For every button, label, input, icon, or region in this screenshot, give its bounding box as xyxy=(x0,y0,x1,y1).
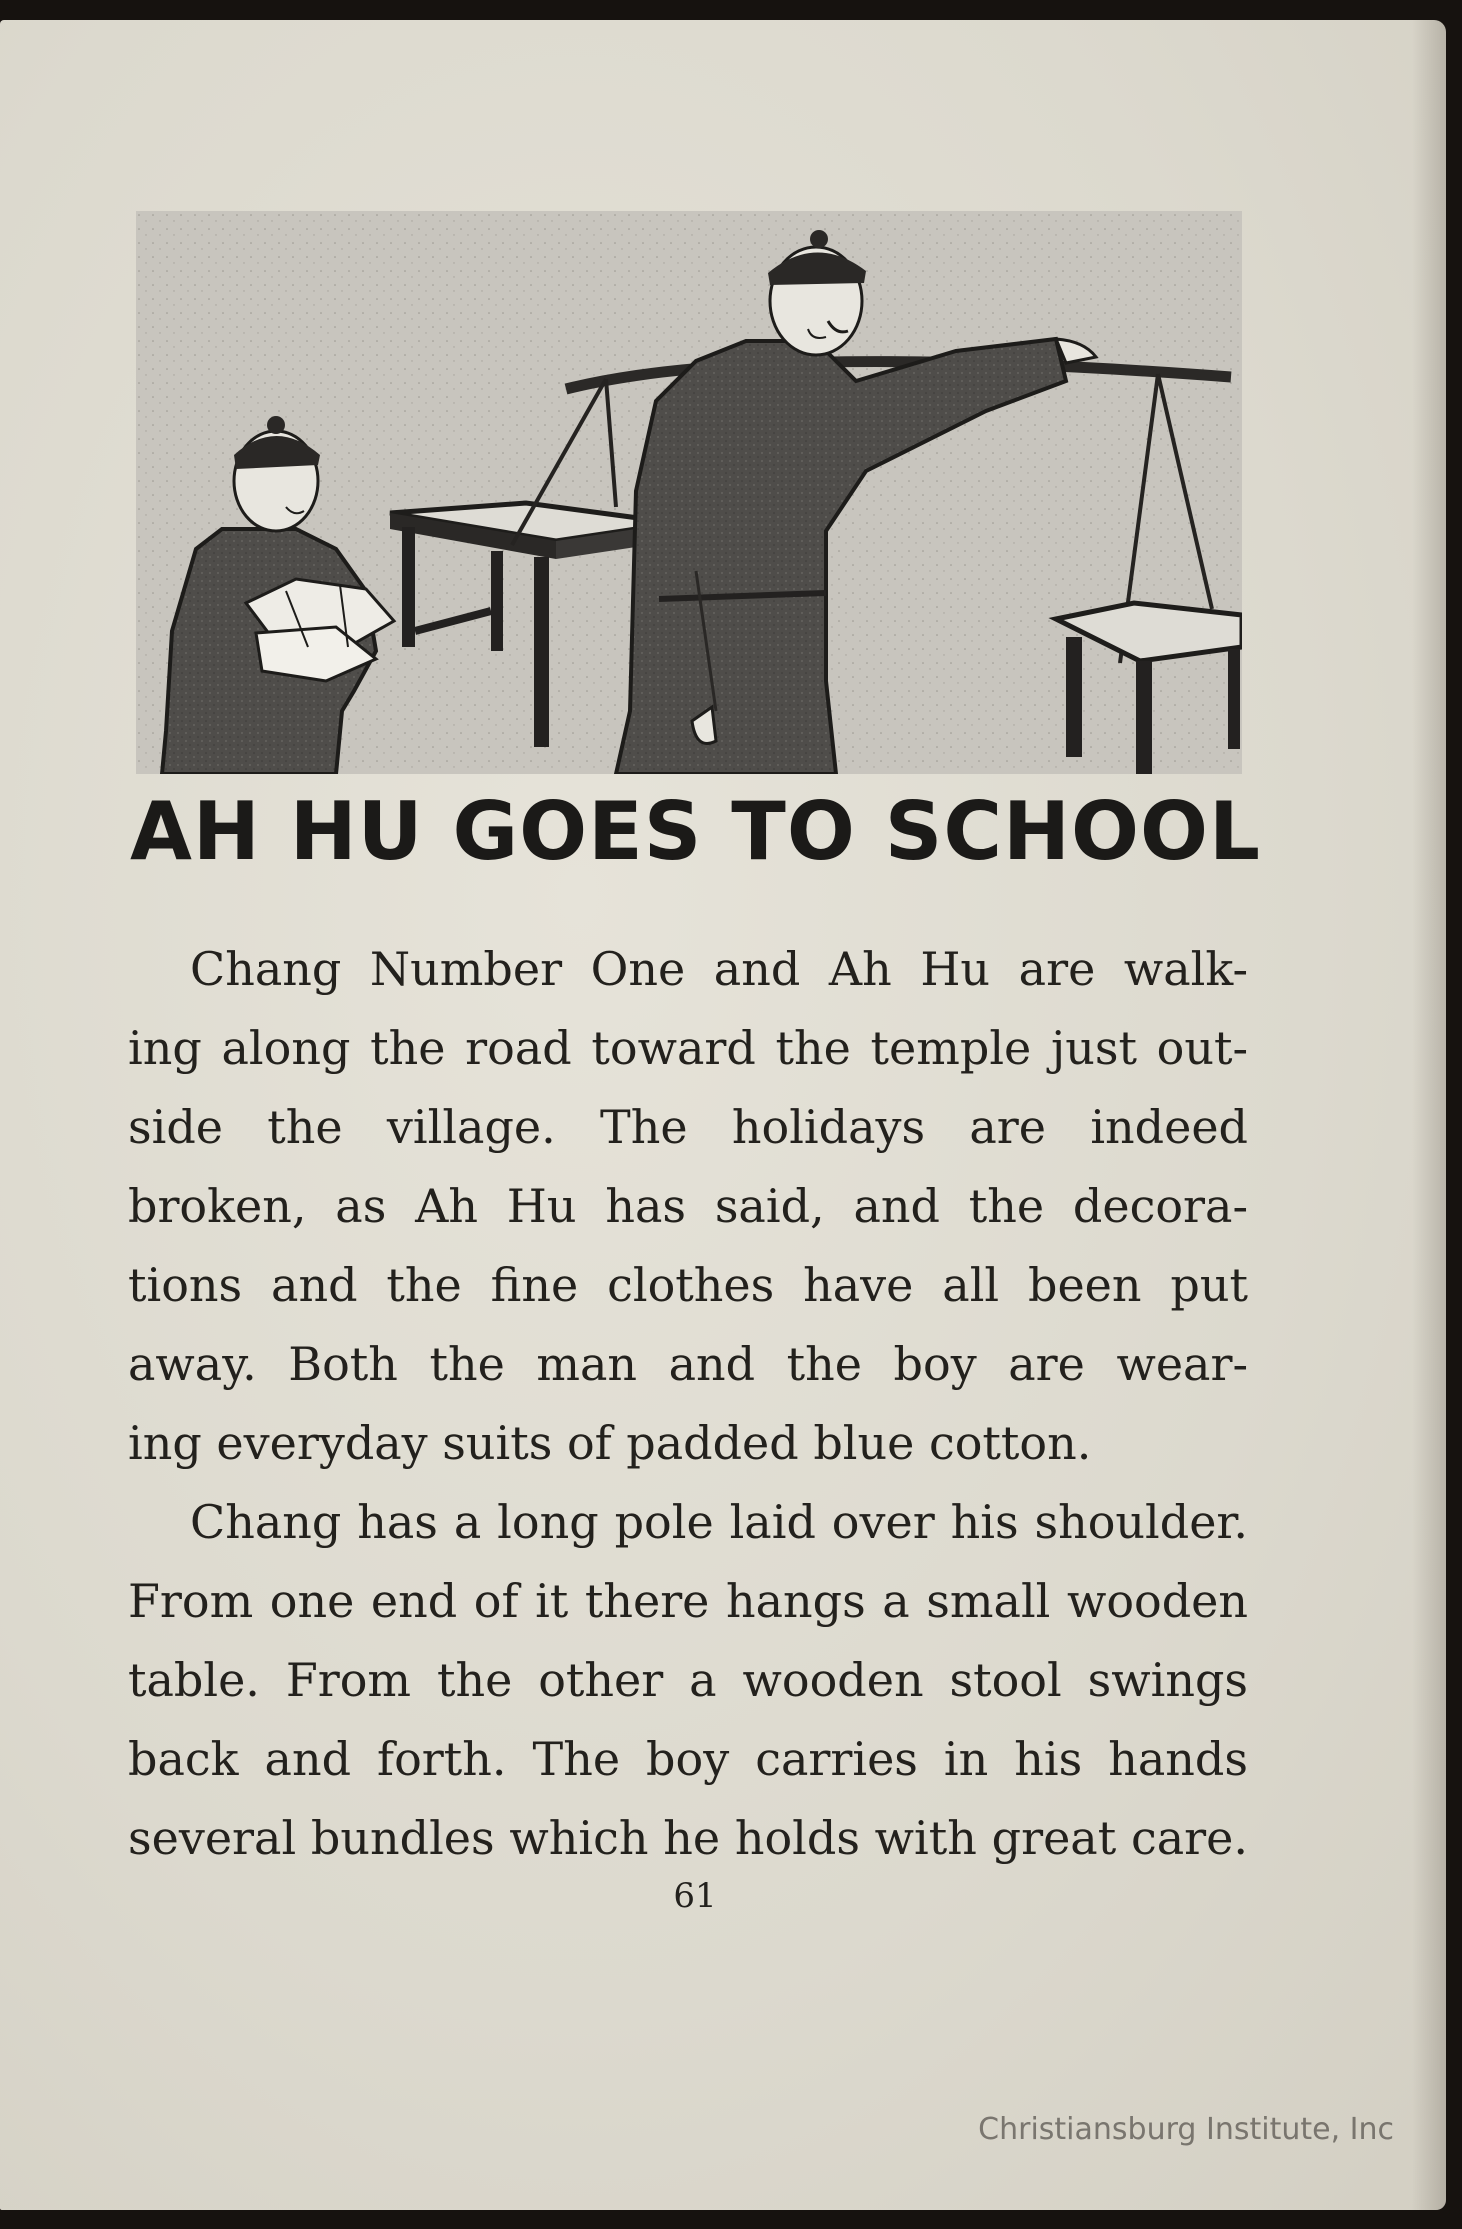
text-line: From one end of it there hangs a small wooden xyxy=(128,1574,1248,1628)
text-line: ing along the road toward the temple just out- xyxy=(128,1021,1248,1075)
page-number: 61 xyxy=(673,1876,717,1916)
text-line: table. From the other a wooden stool swings xyxy=(128,1653,1248,1707)
book-page xyxy=(0,20,1446,2210)
page-edge-shadow xyxy=(1412,20,1446,2210)
text-line: Chang has a long pole laid over his shoulder. xyxy=(190,1495,1248,1549)
text-line: several bundles which he holds with great care. xyxy=(128,1811,1248,1865)
text-line: Chang Number One and Ah Hu are walk- xyxy=(190,942,1248,996)
paragraph-1 xyxy=(128,930,1248,1483)
text-line: broken, as Ah Hu has said, and the decora- xyxy=(128,1179,1248,1233)
text-line: away. Both the man and the boy are wear- xyxy=(128,1337,1248,1391)
text-line: side the village. The holidays are indeed xyxy=(128,1100,1248,1154)
chapter-illustration xyxy=(136,211,1242,774)
text-line: ing everyday suits of padded blue cotton. xyxy=(128,1416,1092,1470)
watermark: Christiansburg Institute, Inc xyxy=(978,2112,1394,2147)
text-line: tions and the fine clothes have all been put xyxy=(128,1258,1248,1312)
text-line: back and forth. The boy carries in his hands xyxy=(128,1732,1248,1786)
body-text xyxy=(128,930,1248,1878)
paragraph-2 xyxy=(128,1483,1248,1878)
chapter-title: AH HU GOES TO SCHOOL xyxy=(130,785,1261,878)
